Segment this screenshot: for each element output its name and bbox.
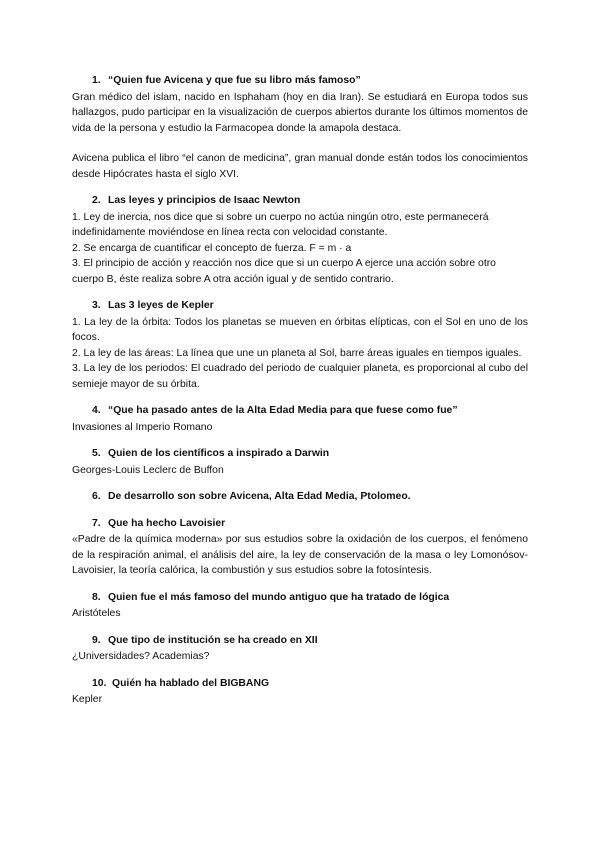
question-number: 6. <box>92 491 101 502</box>
section-6 <box>72 489 528 505</box>
answer-line: 3. El principio de acción y reacción nos dice que si un cuerpo A ejerce una acción sobre otro cuerpo B, éste realiza sobre A otra acción igual y de sentido contrario. <box>72 258 496 285</box>
question-number: 3. <box>92 300 101 311</box>
section-3 <box>72 298 528 392</box>
section-9 <box>72 633 528 665</box>
question-title: Las leyes y principios de Isaac Newton <box>108 195 301 206</box>
question-title: Las 3 leyes de Kepler <box>108 300 214 311</box>
answer-line: 1. La ley de la órbita: Todos los planetas se mueven en órbitas elípticas, con el Sol en uno de los focos. <box>72 316 528 343</box>
question-number: 10. <box>92 677 107 689</box>
answer-line: 2. Se encarga de cuantificar el concepto de fuerza. F = m · a <box>72 242 352 254</box>
question-heading <box>72 298 528 314</box>
section-8 <box>72 590 528 622</box>
question-title: “Quien fue Avicena y que fue su libro más famoso” <box>108 75 361 86</box>
answer-line: Aristóteles <box>72 608 121 619</box>
question-heading <box>72 516 528 532</box>
question-title: Que tipo de institución se ha creado en XII <box>108 634 318 646</box>
question-heading <box>72 446 528 462</box>
answer-line: 2. La ley de las áreas: La línea que une un planeta al Sol, barre áreas iguales en tiempos iguales. <box>72 347 522 359</box>
question-heading <box>72 73 528 89</box>
question-number: 7. <box>92 517 101 529</box>
question-number: 4. <box>92 405 101 416</box>
question-heading <box>72 403 528 419</box>
answer-line: ¿Universidades? Academias? <box>72 651 210 662</box>
section-1 <box>72 73 528 182</box>
question-heading <box>72 193 528 209</box>
answer-paragraph: Avicena publica el libro “el canon de medicina”, gran manual donde están todos los conocimientos desde Hipócrates hasta el siglo XVI. <box>72 153 528 180</box>
question-number: 8. <box>92 591 101 603</box>
question-number: 9. <box>92 634 101 646</box>
answer-line: 1. Ley de inercia, nos dice que si sobre un cuerpo no actúa ningún otro, este permanecerá indefinidamente moviéndose en línea recta con velocidad constante. <box>72 211 489 238</box>
question-title: Quien de los científicos a inspirado a Darwin <box>108 448 330 459</box>
section-10 <box>72 676 528 708</box>
question-heading <box>72 633 528 649</box>
answer-line: Invasiones al Imperio Romano <box>72 421 213 433</box>
section-4 <box>72 403 528 435</box>
question-title: Quién ha hablado del BIGBANG <box>112 677 270 689</box>
question-title: Quien fue el más famoso del mundo antiguo que ha tratado de lógica <box>108 591 450 603</box>
question-title: De desarrollo son sobre Avicena, Alta Edad Media, Ptolomeo. <box>108 491 411 502</box>
section-2 <box>72 193 528 287</box>
answer-paragraph: Gran médico del islam, nacido en Isphaham (hoy en dia Iran). Se estudiará en Europa todos sus hallazgos, pudo participar en la visualización de cuerpos abiertos durante los últimos momentos de vida de la persona y estudio la Farmacopea donde la amapola destaca. <box>72 91 528 134</box>
answer-line: 3. La ley de los periodos: El cuadrado del periodo de cualquier planeta, es proporcional al cubo del semieje mayor de su órbita. <box>72 363 528 390</box>
answer-line: Kepler <box>72 694 103 705</box>
question-heading <box>72 590 528 606</box>
answer-line: Georges-Louis Leclerc de Buffon <box>72 464 224 476</box>
question-title: Que ha hecho Lavoisier <box>108 517 226 529</box>
section-7 <box>72 516 528 579</box>
document-content <box>72 73 528 719</box>
answer-paragraph: «Padre de la química moderna» por sus estudios sobre la oxidación de los cuerpos, el fenómeno de la respiración animal, el análisis del aire, la ley de conservación de la masa o ley Lomonósov-Lavoisier, la teoría calórica, la combustión y sus estudios sobre la fotosíntesis. <box>72 534 528 576</box>
section-5 <box>72 446 528 478</box>
question-title: “Que ha pasado antes de la Alta Edad Media para que fuese como fue” <box>108 405 458 416</box>
question-number: 5. <box>92 448 101 459</box>
question-heading <box>72 676 528 692</box>
question-number: 2. <box>92 195 101 206</box>
question-number: 1. <box>92 75 101 86</box>
question-heading <box>72 489 528 505</box>
